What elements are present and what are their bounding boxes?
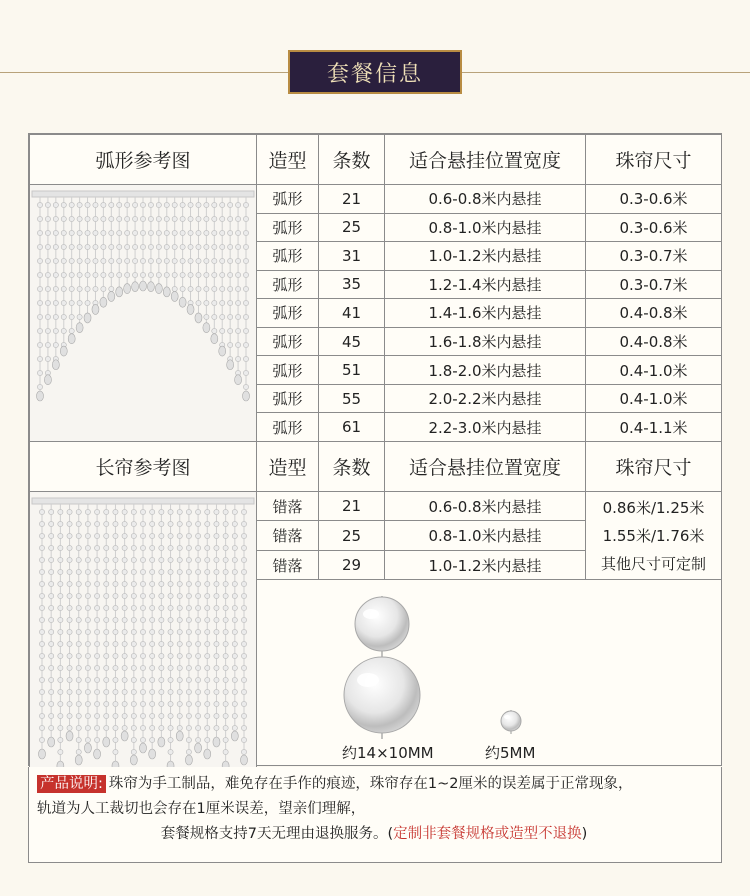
col-header-count: 条数 (319, 135, 385, 185)
cell-shape: 弧形 (257, 299, 319, 328)
col-header-size: 珠帘尺寸 (586, 135, 722, 185)
cell-size: 0.3-0.6米 (586, 185, 722, 214)
cell-shape: 弧形 (257, 270, 319, 299)
cell-width: 0.6-0.8米内悬挂 (385, 185, 586, 214)
cell-shape: 弧形 (257, 242, 319, 271)
note-warning: 定制非套餐规格或造型不退换 (393, 826, 582, 842)
long-header-row (30, 442, 722, 492)
cell-shape: 错落 (257, 550, 319, 579)
cell-count: 55 (319, 384, 385, 413)
col-header-width: 适合悬挂位置宽度 (385, 135, 586, 185)
note-tag: 产品说明: (37, 775, 106, 793)
cell-shape: 弧形 (257, 413, 319, 442)
size-line: 0.86米/1.25米 (602, 498, 705, 517)
cell-count: 21 (319, 185, 385, 214)
note-line-3 (37, 822, 711, 847)
cell-size: 0.3-0.7米 (586, 242, 722, 271)
cell-size: 0.4-1.0米 (586, 384, 722, 413)
cell-count: 35 (319, 270, 385, 299)
cell-width: 1.0-1.2米内悬挂 (385, 242, 586, 271)
small-bead-icon (501, 710, 521, 734)
cell-width: 0.8-1.0米内悬挂 (385, 213, 586, 242)
col-header-width: 适合悬挂位置宽度 (385, 442, 586, 492)
long-curtain-image (30, 492, 257, 797)
cell-count: 29 (319, 550, 385, 579)
note-text: 套餐规格支持7天无理由退换服务。( (160, 826, 394, 842)
cell-shape: 弧形 (257, 356, 319, 385)
spec-table-container (28, 133, 722, 766)
arc-reference-title: 弧形参考图 (30, 135, 257, 185)
cell-shape: 弧形 (257, 213, 319, 242)
cell-count: 41 (319, 299, 385, 328)
cell-size: 0.4-1.1米 (586, 413, 722, 442)
arc-curtain-illustration (30, 185, 256, 437)
note-text: ) (581, 826, 588, 842)
cell-count: 45 (319, 327, 385, 356)
cell-shape: 弧形 (257, 185, 319, 214)
cell-width: 0.6-0.8米内悬挂 (385, 492, 586, 521)
cell-width: 1.2-1.4米内悬挂 (385, 270, 586, 299)
cell-width: 2.0-2.2米内悬挂 (385, 384, 586, 413)
header-divider-left (0, 72, 288, 73)
cell-count: 21 (319, 492, 385, 521)
cell-count: 61 (319, 413, 385, 442)
bead-samples (285, 594, 721, 764)
cell-shape: 错落 (257, 521, 319, 550)
table-row (30, 185, 722, 214)
arc-curtain-image (30, 185, 257, 442)
col-header-size: 珠帘尺寸 (586, 442, 722, 492)
header-divider-right (462, 72, 750, 73)
cell-size: 0.3-0.7米 (586, 270, 722, 299)
large-bead-label: 约14×10MM (342, 744, 434, 762)
cell-count: 51 (319, 356, 385, 385)
size-line: 1.55米/1.76米 (602, 526, 705, 545)
cell-size: 0.4-1.0米 (586, 356, 722, 385)
cell-width: 1.8-2.0米内悬挂 (385, 356, 586, 385)
cell-size: 0.4-0.8米 (586, 327, 722, 356)
cell-size: 0.3-0.6米 (586, 213, 722, 242)
cell-width: 1.0-1.2米内悬挂 (385, 550, 586, 579)
cell-shape: 错落 (257, 492, 319, 521)
col-header-count: 条数 (319, 442, 385, 492)
cell-shape: 弧形 (257, 384, 319, 413)
note-text: 珠帘为手工制品，难免存在手作的痕迹，珠帘存在1~2厘米的误差属于正常现象， (108, 776, 633, 792)
cell-width: 2.2-3.0米内悬挂 (385, 413, 586, 442)
cell-shape: 弧形 (257, 327, 319, 356)
cell-count: 25 (319, 521, 385, 550)
table-row (30, 492, 722, 521)
col-header-shape: 造型 (257, 442, 319, 492)
arc-header-row (30, 135, 722, 185)
size-line: 其他尺寸可定制 (600, 554, 706, 573)
section-title: 套餐信息 (288, 50, 462, 94)
small-bead-label: 约5MM (485, 744, 536, 762)
cell-width: 1.4-1.6米内悬挂 (385, 299, 586, 328)
long-size-cell (586, 492, 722, 580)
cell-count: 31 (319, 242, 385, 271)
product-note (28, 767, 722, 863)
cell-count: 25 (319, 213, 385, 242)
large-bead-icon (344, 596, 420, 739)
note-line-2: 轨道为人工裁切也会存在1厘米误差，望亲们理解， (37, 801, 366, 817)
cell-size: 0.4-0.8米 (586, 299, 722, 328)
col-header-shape: 造型 (257, 135, 319, 185)
long-reference-title: 长帘参考图 (30, 442, 257, 492)
cell-width: 1.6-1.8米内悬挂 (385, 327, 586, 356)
long-curtain-illustration (30, 492, 256, 792)
cell-width: 0.8-1.0米内悬挂 (385, 521, 586, 550)
note-line-1 (37, 772, 711, 797)
